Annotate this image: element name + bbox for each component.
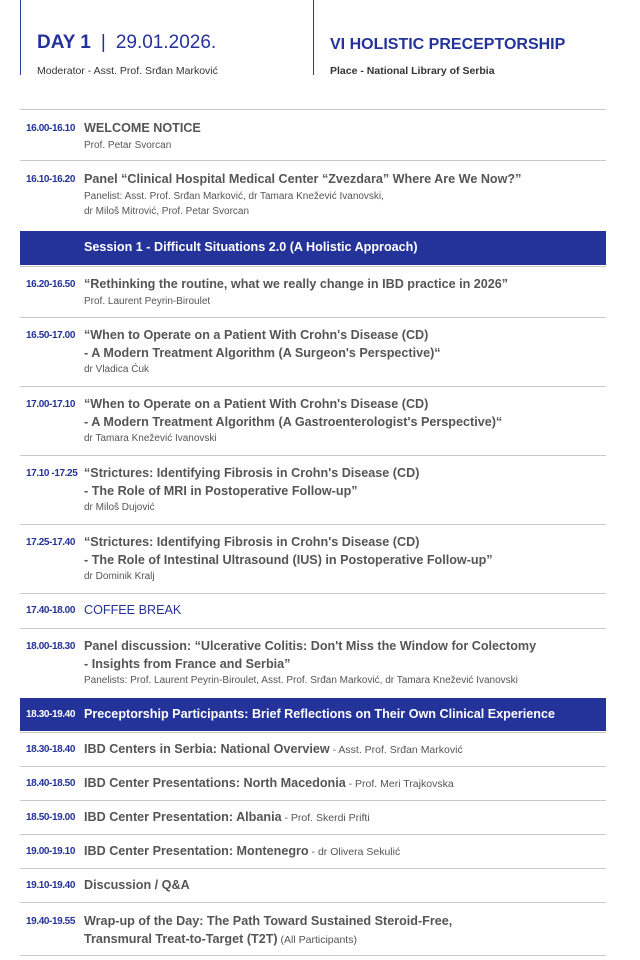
row-speaker: dr Tamara Knežević Ivanovski [84, 433, 217, 444]
row-time: 18.50-19.00 [26, 812, 75, 823]
row-speaker: - Prof. Skerdi Prifti [281, 812, 370, 824]
row-time: 16.50-17.00 [26, 330, 75, 341]
schedule-row-north-macedonia [20, 766, 606, 801]
schedule-row-mri [20, 455, 606, 524]
schedule-row-discussion [20, 868, 606, 903]
day-date: 29.01.2026. [115, 32, 217, 53]
row-title: “Strictures: Identifying Fibrosis in Crohn's Disease (CD) - The Role of Intestinal Ultrasound (IUS) in Postoperative Follow-up” [84, 535, 493, 567]
row-speaker: dr Miloš Dujović [84, 502, 155, 513]
row-title: WELCOME NOTICE [84, 121, 201, 135]
row-title: “Rethinking the routine, what we really change in IBD practice in 2026” [84, 277, 509, 291]
row-title [84, 809, 604, 828]
row-speaker: - Prof. Meri Trajkovska [345, 778, 454, 790]
row-title: COFFEE BREAK [84, 603, 182, 617]
schedule-row-rethinking [20, 266, 606, 317]
row-title-text: IBD Center Presentations: North Macedonia [84, 776, 346, 790]
session-title: Preceptorship Participants: Brief Reflections on Their Own Clinical Experience [84, 707, 555, 721]
schedule-row-ius [20, 524, 606, 593]
row-time: 19.00-19.10 [26, 846, 75, 857]
row-time: 17.10 -17.25 [26, 468, 78, 479]
row-title: Panel discussion: “Ulcerative Colitis: Don't Miss the Window for Colectomy - Insights from France and Serbia” [84, 639, 537, 671]
row-title [84, 913, 604, 949]
schedule-row-coffee-break [20, 593, 606, 628]
row-title [84, 741, 604, 760]
row-speaker: Panelists: Prof. Laurent Peyrin-Biroulet, Asst. Prof. Srđan Marković, dr Tamara Knežević Ivanovski [84, 675, 518, 686]
row-time: 17.40-18.00 [26, 605, 75, 616]
moderator: Moderator - Asst. Prof. Srđan Marković [37, 65, 218, 77]
row-title: “When to Operate on a Patient With Crohn's Disease (CD) - A Modern Treatment Algorithm (A Gastroenterologist's Perspective)“ [84, 397, 503, 429]
day-separator: | [100, 32, 106, 53]
row-speaker: dr Vladica Ćuk [84, 364, 150, 375]
row-speaker: Prof. Laurent Peyrin-Biroulet [84, 295, 211, 307]
bottom-rule [20, 955, 606, 956]
row-time: 18.40-18.50 [26, 778, 75, 789]
row-time: 18.30-18.40 [26, 744, 75, 755]
schedule-row-welcome [20, 109, 606, 161]
row-speaker: Panelist: Asst. Prof. Srđan Marković, dr Tamara Knežević Ivanovski, dr Miloš Mitrović, Prof. Petar Svorcan [84, 190, 384, 217]
row-title: Discussion / Q&A [84, 878, 190, 892]
row-time: 16.10-16.20 [26, 174, 75, 185]
row-time: 16.20-16.50 [26, 279, 75, 290]
event-title: VI HOLISTIC PRECEPTORSHIP [330, 36, 566, 53]
row-time: 18.30-19.40 [26, 709, 75, 720]
row-title: “Strictures: Identifying Fibrosis in Crohn's Disease (CD) - The Role of MRI in Postoperative Follow-up” [84, 466, 420, 498]
row-time: 19.40-19.55 [26, 916, 75, 927]
row-title: Panel “Clinical Hospital Medical Center “Zvezdara” Where Are We Now?” [84, 172, 522, 186]
schedule-row-montenegro [20, 834, 606, 869]
row-title-text: Wrap-up of the Day: The Path Toward Sustained Steroid-Free, Transmural Treat-to-Target (T2T) [84, 914, 453, 946]
day-heading [37, 32, 216, 54]
event-place: Place - National Library of Serbia [330, 65, 495, 77]
header-divider-right [313, 0, 314, 75]
row-speaker: - Asst. Prof. Srđan Marković [329, 744, 463, 756]
session-title: Session 1 - Difficult Situations 2.0 (A Holistic Approach) [84, 240, 418, 254]
session-participants-banner [20, 698, 606, 731]
row-time: 18.00-18.30 [26, 641, 75, 652]
row-time: 17.00-17.10 [26, 399, 75, 410]
row-speaker: Prof. Petar Svorcan [84, 139, 172, 151]
schedule-row-panel-uc [20, 628, 606, 697]
row-title-text: IBD Center Presentation: Montenegro [84, 844, 309, 858]
session-1-banner [20, 231, 606, 265]
row-title [84, 843, 604, 862]
row-time: 17.25-17.40 [26, 537, 75, 548]
row-title-text: IBD Centers in Serbia: National Overview [84, 742, 330, 756]
row-time: 19.10-19.40 [26, 880, 75, 891]
row-title-text: IBD Center Presentation: Albania [84, 810, 282, 824]
row-speaker: (All Participants) [277, 933, 357, 946]
row-title: “When to Operate on a Patient With Crohn's Disease (CD) - A Modern Treatment Algorithm (A Surgeon's Perspective)“ [84, 328, 441, 360]
row-title [84, 775, 604, 794]
schedule-row-serbia [20, 732, 606, 767]
row-speaker: dr Dominik Kralj [84, 571, 155, 582]
schedule-row-panel-zvezdara [20, 160, 606, 230]
schedule-row-surgeon [20, 317, 606, 386]
row-speaker: - dr Olivera Sekulić [308, 846, 401, 858]
schedule-row-albania [20, 800, 606, 835]
day-label: DAY 1 [37, 32, 91, 53]
schedule-row-gastro [20, 386, 606, 455]
header-divider-left [20, 0, 21, 75]
row-time: 16.00-16.10 [26, 123, 75, 134]
schedule-row-wrap-up [20, 902, 606, 956]
